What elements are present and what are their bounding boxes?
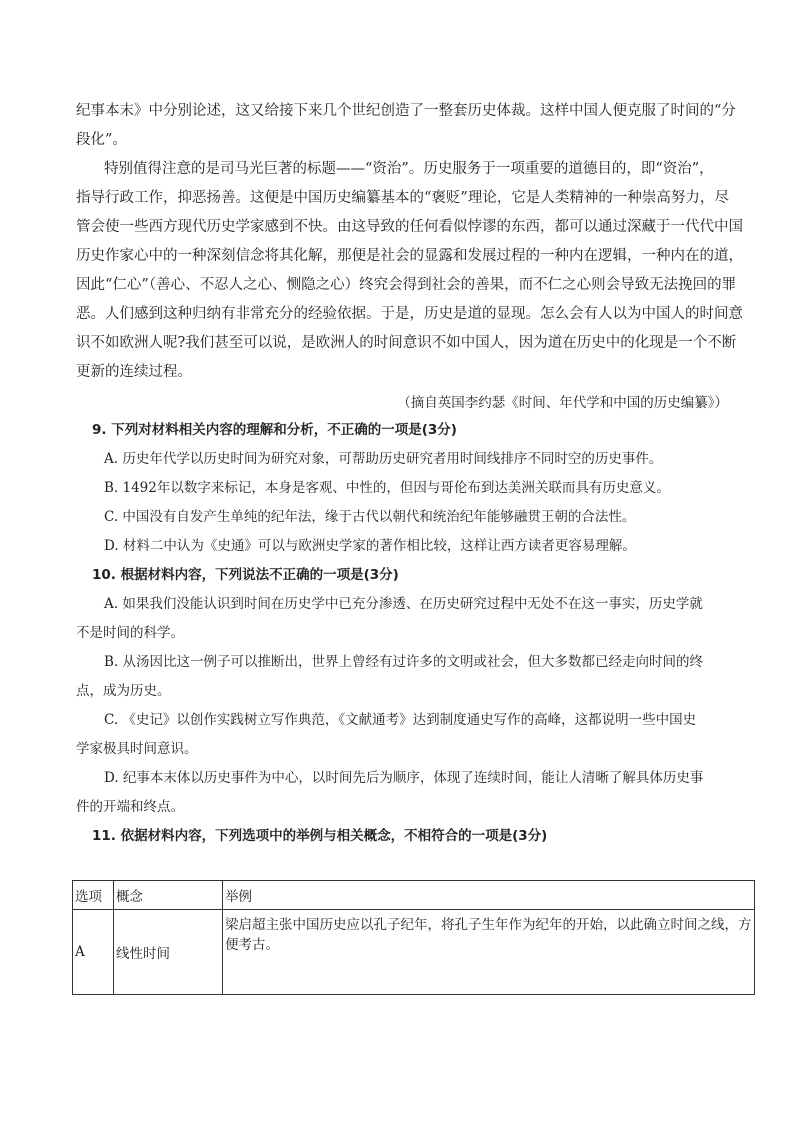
question-9-stem: 9. 下列对材料相关内容的理解和分析，不正确的一项是(3分) — [92, 422, 457, 438]
question-10-option-b-cont: 点，成为历史。 — [76, 683, 171, 699]
question-9-option-c: C. 中国没有自发产生单纯的纪年法，缘于古代以朝代和统治纪年能够融贯王朝的合法性。 — [104, 509, 636, 525]
example-table — [72, 880, 755, 995]
source-citation: （摘自英国李约瑟《时间、年代学和中国的历史编纂》） — [397, 395, 728, 411]
question-10-option-d: D. 纪事本末体以历史事件为中心，以时间先后为顺序，体现了连续时间，能让人清晰了解具体历史事 — [104, 770, 704, 786]
table-header-row — [73, 881, 755, 910]
table-header-concept: 概念 — [114, 881, 223, 910]
passage-line: 段化”。 — [76, 132, 127, 148]
passage-line: 识不如欧洲人呢?我们甚至可以说，是欧洲人的时间意识不如中国人，因为道在历史中的化现是一个不断 — [76, 335, 737, 351]
question-10-option-b: B. 从汤因比这一例子可以推断出，世界上曾经有过许多的文明或社会，但大多数都已经走向时间的终 — [104, 654, 704, 670]
passage-line: 因此“仁心”（善心、不忍人之心、恻隐之心）终究会得到社会的善果，而不仁之心则会导致无法挽回的罪 — [76, 277, 737, 293]
question-10-option-c: C. 《史记》以创作实践树立写作典范，《文献通考》达到制度通史写作的高峰，这都说明一些中国史 — [104, 712, 697, 728]
passage-line: 特别值得注意的是司马光巨著的标题——“资治”。历史服务于一项重要的道德目的，即“资治”， — [104, 161, 714, 177]
table-row — [73, 910, 755, 995]
table-cell-example: 梁启超主张中国历史应以孔子纪年，将孔子生年作为纪年的开始，以此确立时间之线，方便考古。 — [223, 910, 755, 995]
question-9-option-d: D. 材料二中认为《史通》可以与欧洲史学家的著作相比较，这样让西方读者更容易理解。 — [104, 538, 636, 554]
table-cell-concept: 线性时间 — [114, 910, 223, 995]
question-10-option-c-cont: 学家极具时间意识。 — [76, 741, 198, 757]
passage-line: 管会使一些西方现代历史学家感到不快。由这导致的任何看似悖谬的东西，都可以通过深藏于一代代中国 — [76, 219, 743, 235]
table-header-option: 选项 — [73, 881, 114, 910]
question-11-stem: 11. 依据材料内容，下列选项中的举例与相关概念，不相符合的一项是(3分) — [92, 828, 548, 844]
question-10-option-a: A. 如果我们没能认识到时间在历史学中已充分渗透、在历史研究过程中无处不在这一事实，历史学就 — [104, 596, 703, 612]
passage-line: 纪事本末》中分别论述，这又给接下来几个世纪创造了一整套历史体裁。这样中国人便克服了时间的“分 — [76, 103, 736, 119]
question-9-option-b: B. 1492年以数字来标记，本身是客观、中性的，但因与哥伦布到达美洲关联而具有历史意义。 — [104, 480, 670, 496]
passage-line: 指导行政工作，抑恶扬善。这便是中国历史编纂基本的“褒贬”理论，它是人类精神的一种崇高努力，尽 — [76, 190, 729, 206]
passage-line: 恶。人们感到这种归纳有非常充分的经验依据。于是，历史是道的显现。怎么会有人以为中国人的时间意 — [76, 306, 743, 322]
question-10-option-a-cont: 不是时间的科学。 — [76, 625, 184, 641]
table-header-example: 举例 — [223, 881, 755, 910]
question-10-stem: 10. 根据材料内容，下列说法不正确的一项是(3分) — [92, 567, 399, 583]
table-cell-option: A — [73, 910, 114, 995]
question-9-option-a: A. 历史年代学以历史时间为研究对象，可帮助历史研究者用时间线排序不同时空的历史事件。 — [104, 451, 663, 467]
passage-line: 历史作家心中的一种深刻信念将其化解，那便是社会的显露和发展过程的一种内在逻辑，一种内在的道， — [76, 248, 743, 264]
question-10-option-d-cont: 件的开端和终点。 — [76, 799, 184, 815]
passage-line: 更新的连续过程。 — [76, 364, 192, 380]
